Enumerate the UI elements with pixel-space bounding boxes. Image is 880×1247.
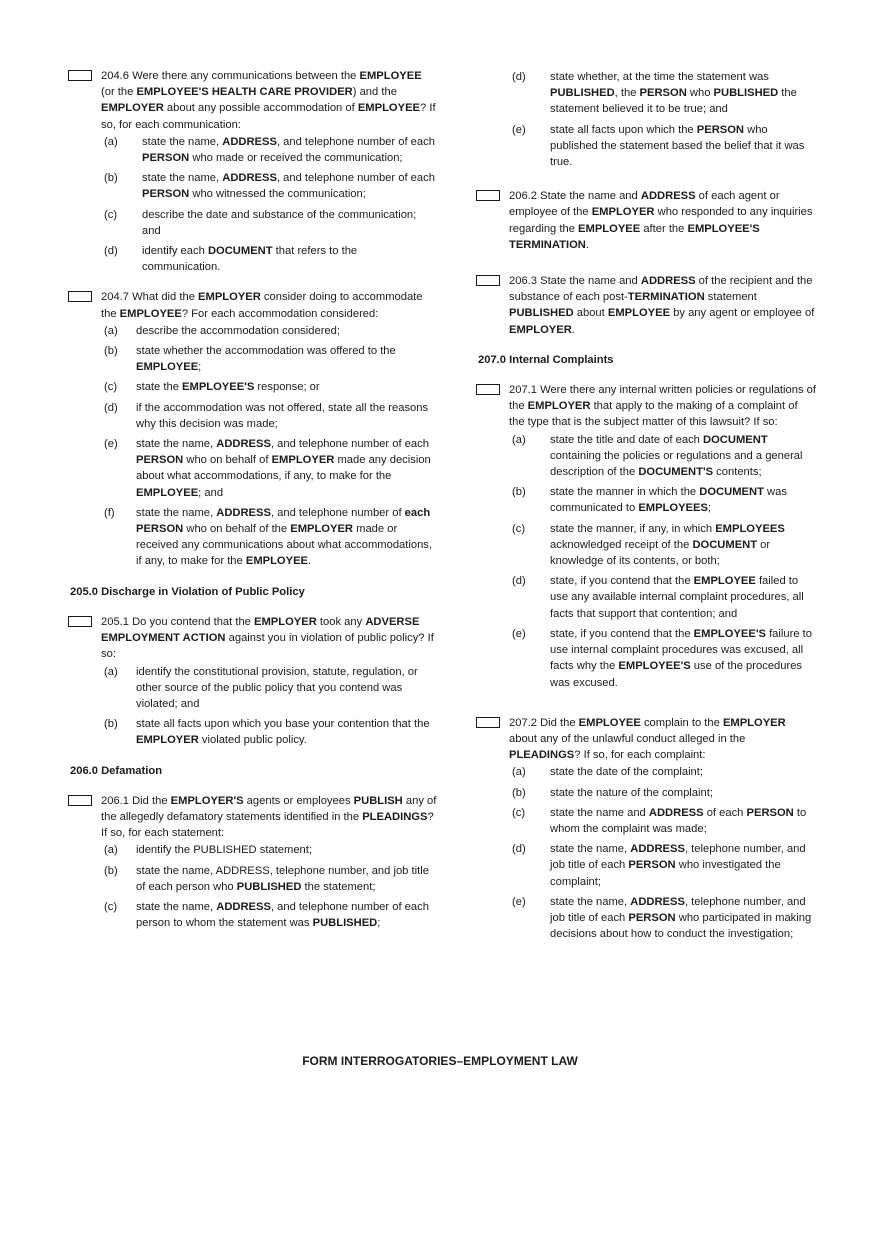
section-heading-207: 207.0 Internal Complaints xyxy=(478,353,614,366)
subitem-label: (b) xyxy=(104,345,118,358)
subitem-list xyxy=(476,69,816,170)
subitem-label: (e) xyxy=(512,123,526,136)
question-checkbox[interactable] xyxy=(476,384,500,395)
subitem-list xyxy=(68,134,438,276)
subitem-label: (b) xyxy=(104,718,118,731)
question-text: 207.1 Were there any internal written policies or regulations of the EMPLOYER that apply to the making of a complaint of the type that is the subject matter of this lawsuit? If so: xyxy=(509,384,816,429)
subitem-label: (c) xyxy=(104,208,118,221)
question-checkbox[interactable] xyxy=(68,795,92,806)
question-text: 206.2 State the name and ADDRESS of each agent or employee of the EMPLOYER who responded to any inquiries regarding the EMPLOYEE after the EMPLOYEE'S TERMINATION. xyxy=(509,190,813,251)
subitem-text: state the name, ADDRESS, telephone number, and job title of each PERSON who investigated the complaint; xyxy=(550,843,806,888)
question-204-6 xyxy=(68,68,438,275)
subitem-label: (a) xyxy=(104,844,118,857)
question-checkbox[interactable] xyxy=(68,291,92,302)
subitem-label: (c) xyxy=(104,900,118,913)
right-column xyxy=(476,68,816,956)
subitem-label: (e) xyxy=(512,627,526,640)
subitem-label: (b) xyxy=(512,786,526,799)
subitem xyxy=(512,521,816,570)
subitem-text: identify the PUBLISHED statement; xyxy=(136,844,312,857)
subitem xyxy=(104,207,438,239)
subitem xyxy=(104,134,438,166)
subitem xyxy=(104,170,438,202)
subitem xyxy=(512,484,816,516)
subitem-list xyxy=(68,664,438,749)
subitem-text: describe the date and substance of the communication; and xyxy=(142,208,417,237)
subitem-label: (a) xyxy=(104,324,118,337)
question-207-1 xyxy=(476,382,816,691)
subitem xyxy=(104,379,438,395)
question-206-2 xyxy=(476,188,816,253)
subitem-text: identify each DOCUMENT that refers to the communication. xyxy=(142,245,358,274)
subitem-label: (d) xyxy=(512,575,526,588)
subitem xyxy=(104,842,438,858)
subitem xyxy=(104,664,438,713)
subitem xyxy=(104,505,438,570)
subitem-label: (e) xyxy=(512,895,526,908)
subitem-label: (e) xyxy=(104,438,118,451)
question-205-1 xyxy=(68,614,438,749)
question-checkbox[interactable] xyxy=(476,190,500,201)
question-206-1 xyxy=(68,793,438,932)
subitem xyxy=(104,243,438,275)
subitem xyxy=(104,716,438,748)
question-checkbox[interactable] xyxy=(476,275,500,286)
subitem-list xyxy=(68,842,438,931)
page-footer-title: FORM INTERROGATORIES–EMPLOYMENT LAW xyxy=(302,1054,578,1068)
subitem-label: (d) xyxy=(104,245,118,258)
subitem xyxy=(512,785,816,801)
subitem-label: (d) xyxy=(512,843,526,856)
subitem-text: state all facts upon which you base your contention that the EMPLOYER violated public policy. xyxy=(136,718,430,747)
subitem-text: state whether the accommodation was offered to the EMPLOYEE; xyxy=(136,345,396,374)
subitem-text: identify the constitutional provision, statute, regulation, or other source of the public policy that you contend was violated; and xyxy=(136,665,418,710)
subitem xyxy=(512,841,816,890)
subitem xyxy=(104,863,438,895)
question-text: 206.3 State the name and ADDRESS of the recipient and the substance of each post-TERMINATION statement PUBLISHED about EMPLOYEE by any agent or employee of EMPLOYER. xyxy=(509,275,815,336)
subitem-list xyxy=(476,764,816,942)
question-checkbox[interactable] xyxy=(68,70,92,81)
question-text: 206.1 Did the EMPLOYER'S agents or employees PUBLISH any of the allegedly defamatory statements identified in the PLEADINGS? If so, for each statement: xyxy=(101,794,437,840)
question-207-2 xyxy=(476,715,816,943)
subitem-text: state, if you contend that the EMPLOYEE failed to use any available internal complaint procedures, all facts that support that contention; and xyxy=(550,575,804,620)
subitem-list xyxy=(476,432,816,691)
left-column xyxy=(68,68,438,945)
subitem-text: state the name, ADDRESS, telephone number, and job title of each person who PUBLISHED the statement; xyxy=(136,864,429,893)
subitem-text: state the EMPLOYEE'S response; or xyxy=(136,381,320,394)
subitem-text: state the title and date of each DOCUMENT containing the policies or regulations and a general description of the DOCUMENT'S contents; xyxy=(550,433,803,479)
subitem xyxy=(104,400,438,432)
subitem-text: state the name, ADDRESS, and telephone number of each PERSON who witnessed the communication; xyxy=(142,172,435,201)
subitem-text: state the name, ADDRESS, and telephone number of each PERSON who on behalf of the EMPLOYER made or received any communications about what accommodations, if any, to make for the EMPLOYEE. xyxy=(136,506,432,568)
subitem-text: state the name, ADDRESS, and telephone number of each person to whom the statement was PUBLISHED; xyxy=(136,900,429,930)
subitem xyxy=(512,573,816,622)
subitem-text: state the manner, if any, in which EMPLOYEES acknowledged receipt of the DOCUMENT or knowledge of its contents, or both; xyxy=(550,522,785,568)
section-heading-206: 206.0 Defamation xyxy=(70,764,163,777)
question-text: 205.1 Do you contend that the EMPLOYER took any ADVERSE EMPLOYMENT ACTION against you in violation of public policy? If so: xyxy=(101,615,434,661)
subitem-text: state the name, ADDRESS, and telephone number of each PERSON who on behalf of EMPLOYER made any decision about what accommodations, if any, to make for the EMPLOYEE; and xyxy=(136,438,431,499)
question-206-3 xyxy=(476,273,816,338)
subitem xyxy=(512,626,816,691)
subitem-label: (a) xyxy=(512,766,526,779)
subitem-label: (d) xyxy=(104,401,118,414)
subitem-text: if the accommodation was not offered, state all the reasons why this decision was made; xyxy=(136,401,429,430)
subitem-label: (a) xyxy=(104,135,118,148)
subitem-label: (c) xyxy=(512,806,526,819)
subitem xyxy=(512,122,816,171)
question-text: 204.7 What did the EMPLOYER consider doing to accommodate the EMPLOYEE? For each accommodation considered: xyxy=(101,291,423,320)
subitem-text: state the name, ADDRESS, and telephone number of each PERSON who made or received the communication; xyxy=(142,135,435,165)
subitem-label: (f) xyxy=(104,506,115,519)
question-204-7 xyxy=(68,289,438,569)
subitem-label: (c) xyxy=(512,522,526,535)
subitem-label: (b) xyxy=(104,864,118,877)
subitem-label: (a) xyxy=(512,433,526,446)
subitem-text: state the manner in which the DOCUMENT was communicated to EMPLOYEES; xyxy=(550,486,787,515)
question-checkbox[interactable] xyxy=(476,717,500,728)
subitem xyxy=(104,899,438,931)
subitem xyxy=(512,764,816,780)
question-text: 207.2 Did the EMPLOYEE complain to the EMPLOYER about any of the unlawful conduct alleged in the PLEADINGS? If so, for each complaint: xyxy=(509,716,786,762)
subitem-label: (b) xyxy=(512,486,526,499)
subitem xyxy=(512,432,816,481)
subitem-text: state the date of the complaint; xyxy=(550,766,703,779)
subitem xyxy=(512,805,816,837)
subitem-label: (a) xyxy=(104,665,118,678)
subitem xyxy=(104,436,438,501)
subitem-text: state all facts upon which the PERSON who published the statement based the belief that it was true. xyxy=(550,123,805,169)
subitem-list xyxy=(68,323,438,570)
subitem-text: state the nature of the complaint; xyxy=(550,786,713,799)
subitem-text: describe the accommodation considered; xyxy=(136,324,340,337)
subitem-text: state, if you contend that the EMPLOYEE'S failure to use internal complaint procedures was excused, all facts why the EMPLOYEE'S use of the procedures was excused. xyxy=(550,627,812,689)
question-text: 204.6 Were there any communications between the EMPLOYEE (or the EMPLOYEE'S HEALTH CARE PROVIDER) and the EMPLOYER about any possible accommodation of EMPLOYEE? If so, for each communication: xyxy=(101,70,436,131)
question-206-1-continued xyxy=(476,69,816,170)
subitem-label: (b) xyxy=(104,172,118,185)
subitem xyxy=(512,69,816,118)
subitem xyxy=(104,343,438,375)
subitem-text: state the name, ADDRESS, telephone number, and job title of each PERSON who participated in making decisions about how to conduct the investigation; xyxy=(550,895,812,941)
subitem xyxy=(104,323,438,339)
subitem xyxy=(512,894,816,943)
subitem-text: state the name and ADDRESS of each PERSON to whom the complaint was made; xyxy=(550,806,807,835)
subitem-label: (c) xyxy=(104,381,118,394)
section-heading-205: 205.0 Discharge in Violation of Public Policy xyxy=(70,585,305,598)
subitem-text: state whether, at the time the statement was PUBLISHED, the PERSON who PUBLISHED the statement believed it to be true; and xyxy=(550,71,797,116)
subitem-label: (d) xyxy=(512,71,526,83)
question-checkbox[interactable] xyxy=(68,616,92,627)
